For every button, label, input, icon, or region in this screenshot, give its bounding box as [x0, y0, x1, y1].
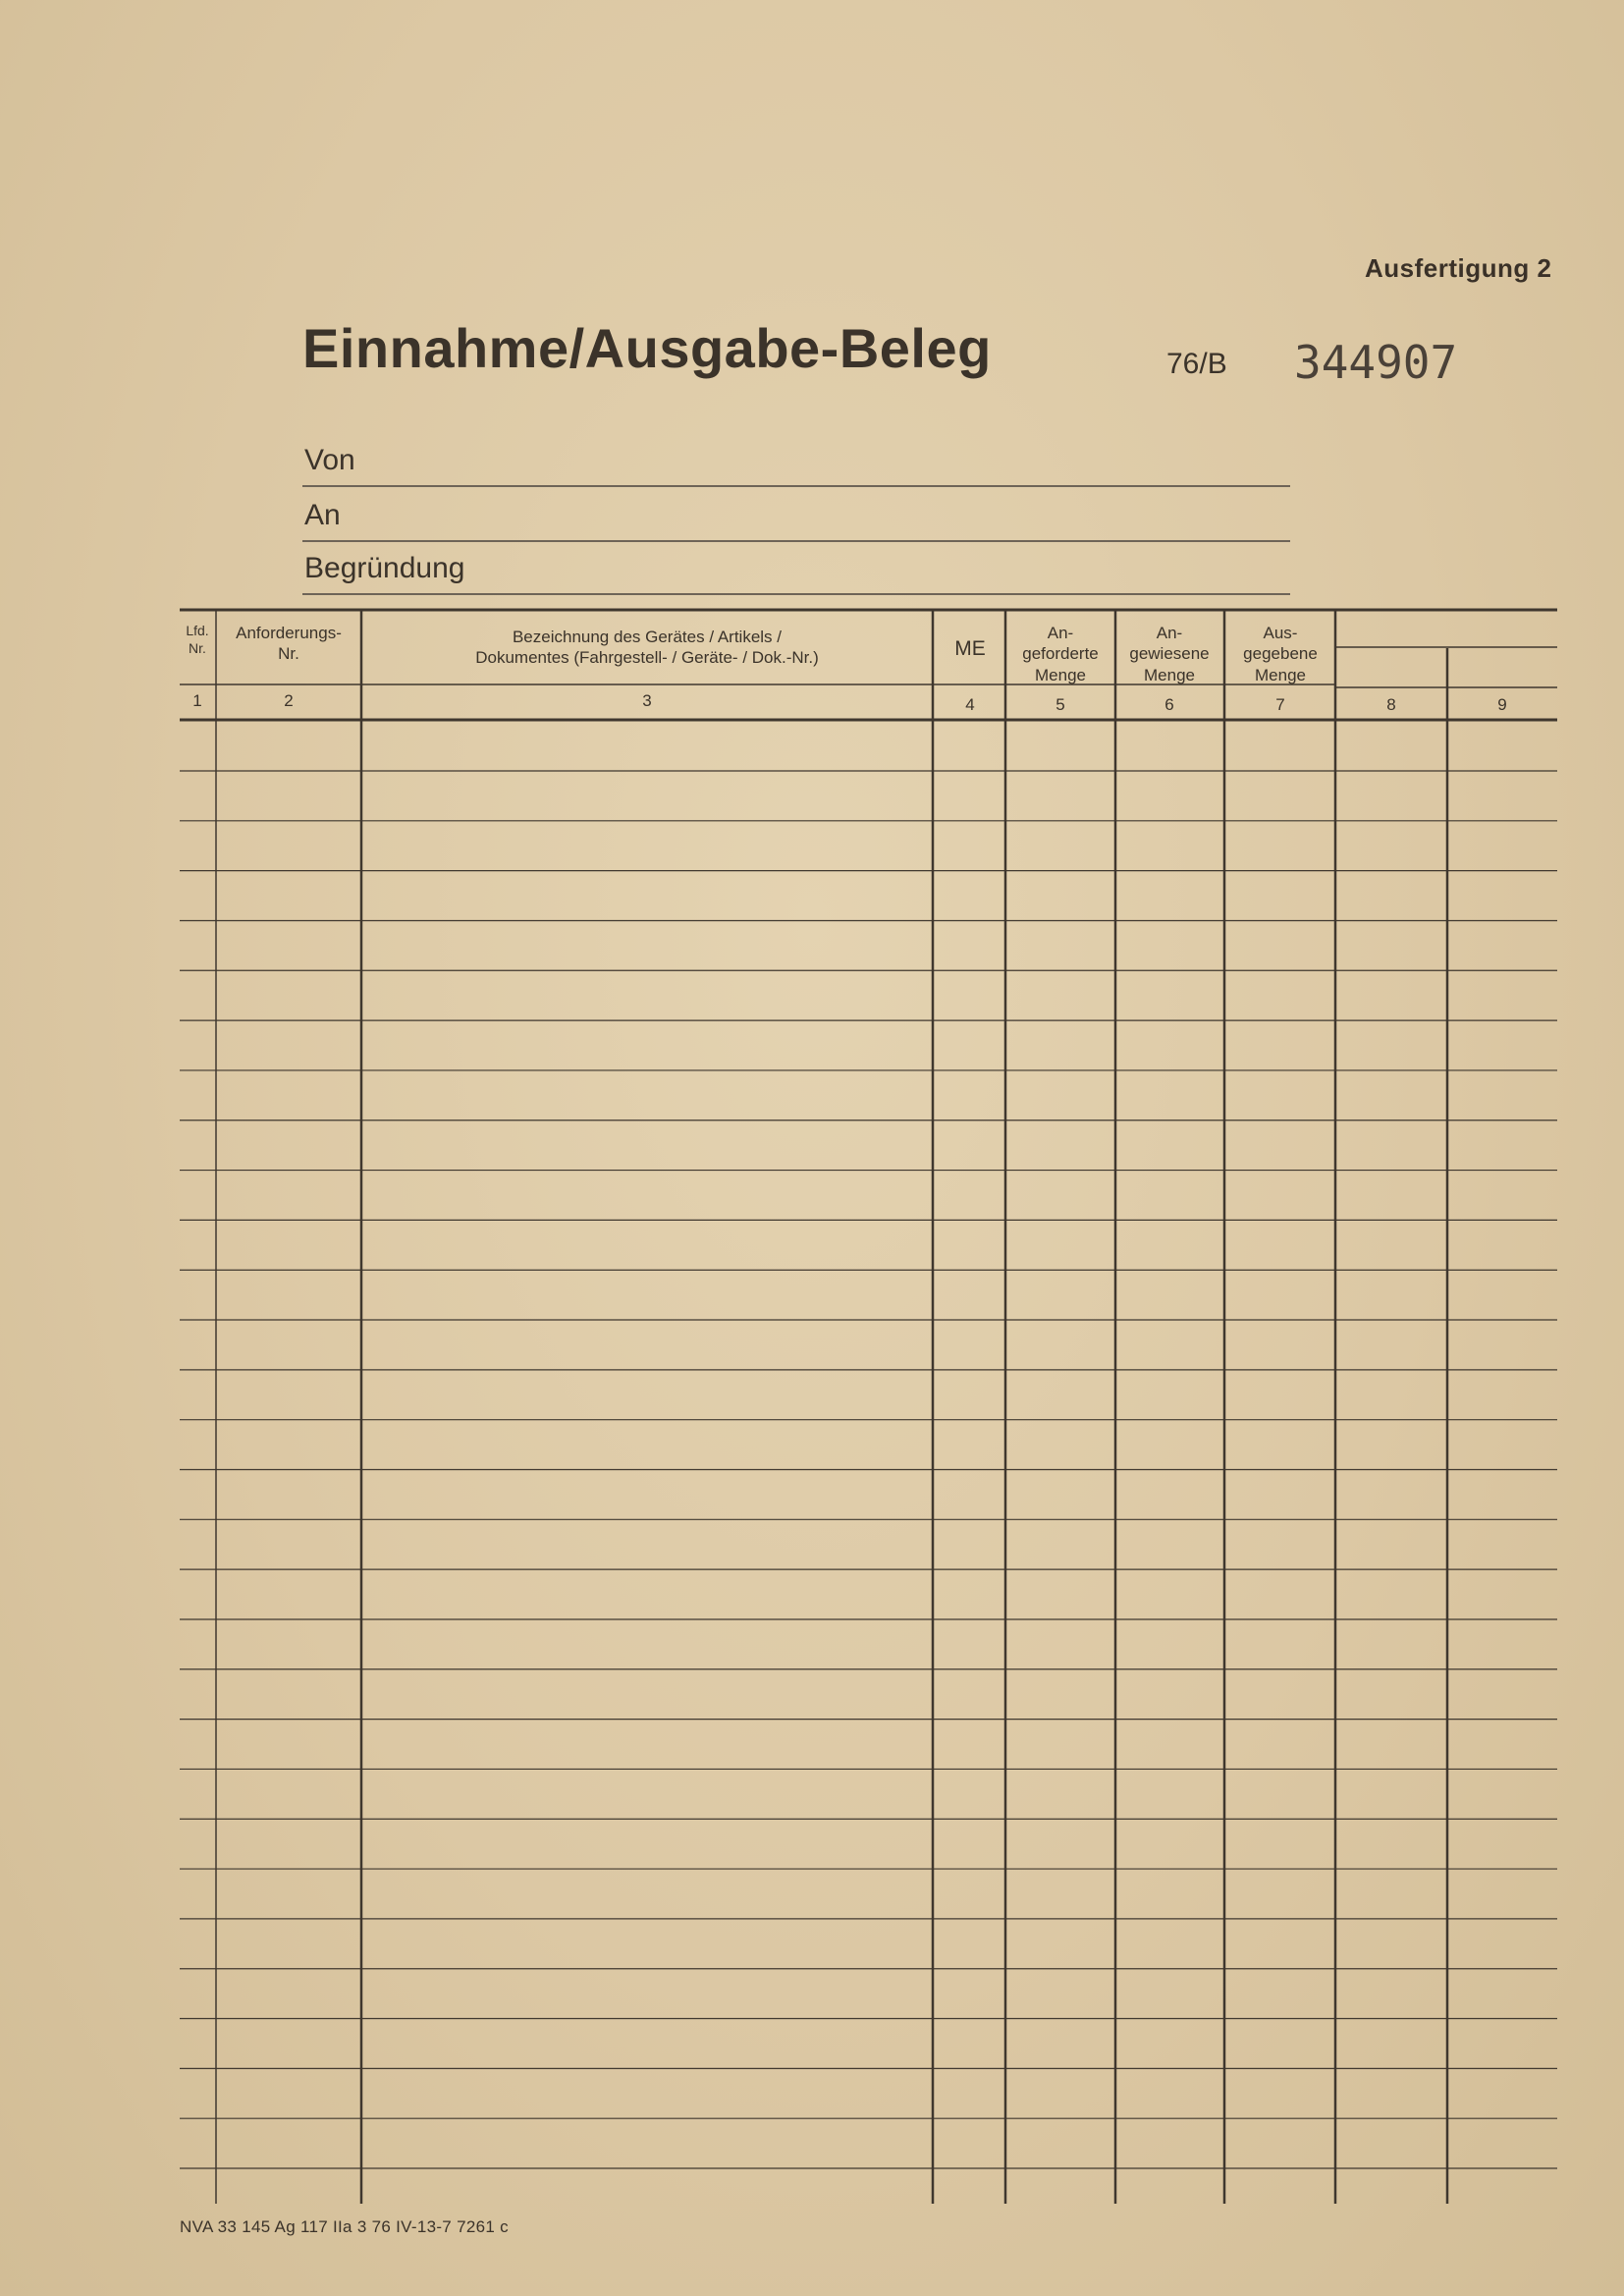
header-col1: Lfd. Nr.	[186, 623, 209, 656]
form-title: Einnahme/Ausgabe-Beleg	[302, 317, 992, 379]
header-col4: ME	[954, 637, 986, 660]
serial-number: 344907	[1294, 336, 1458, 389]
column-number: 3	[642, 691, 652, 710]
column-number: 9	[1497, 695, 1507, 714]
header-col7: Aus- gegebene Menge	[1243, 624, 1318, 684]
column-number: 1	[192, 691, 202, 710]
column-number: 6	[1164, 695, 1174, 714]
series-code: 76/B	[1166, 348, 1227, 380]
an-label: An	[304, 499, 341, 531]
column-number: 5	[1056, 695, 1065, 714]
column-number: 7	[1275, 695, 1285, 714]
header-col6: An- gewiesene Menge	[1129, 624, 1210, 684]
column-number: 8	[1386, 695, 1396, 714]
header-col3: Bezeichnung des Gerätes / Artikels / Dokumentes (Fahrgestell- / Geräte- / Dok.-Nr.)	[475, 628, 819, 668]
von-label: Von	[304, 444, 355, 476]
print-code: NVA 33 145 Ag 117 IIa 3 76 IV-13-7 7261 c	[180, 2217, 509, 2236]
column-number: 4	[965, 695, 975, 714]
column-number: 2	[284, 691, 294, 710]
header-col5: An- geforderte Menge	[1022, 624, 1099, 684]
copy-label: Ausfertigung 2	[1365, 253, 1552, 283]
begruendung-label: Begründung	[304, 552, 465, 584]
header-col2: Anforderungs- Nr.	[236, 624, 342, 664]
